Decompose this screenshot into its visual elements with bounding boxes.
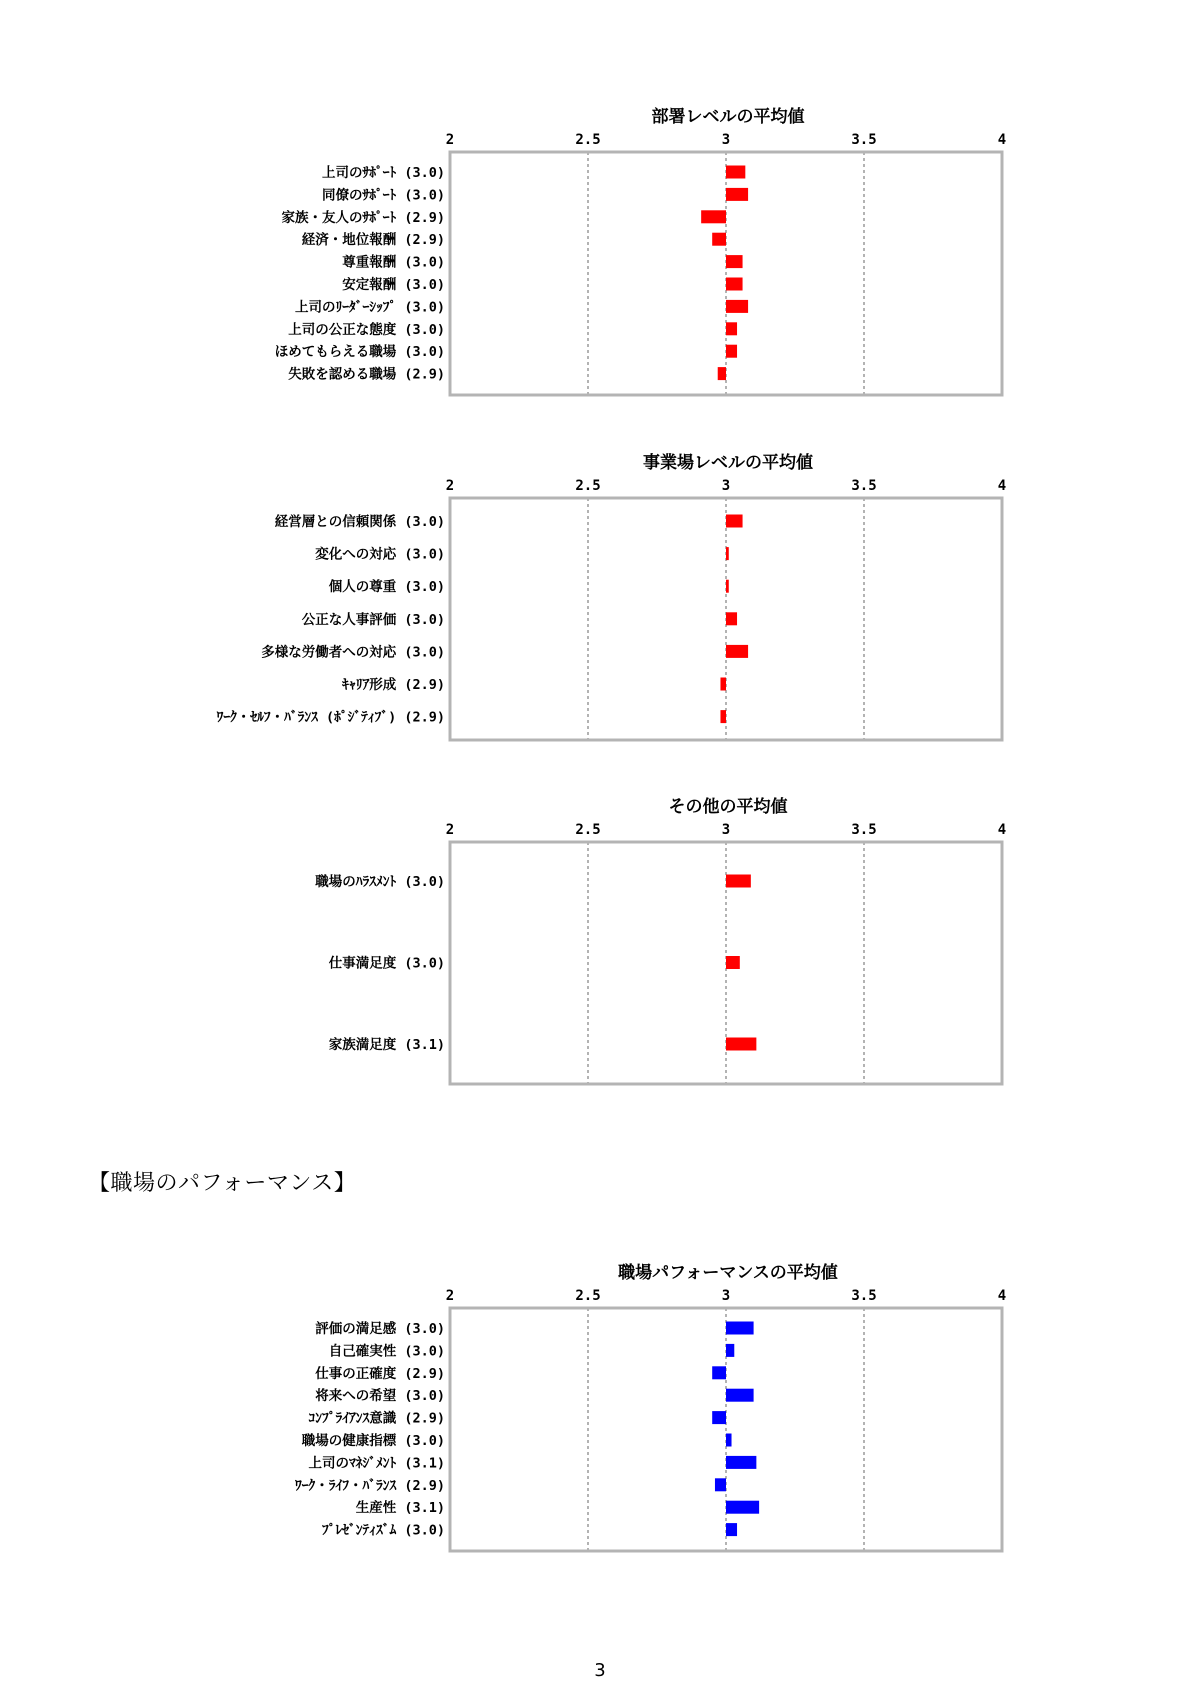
category-label: 将来への希望 (3.0) bbox=[315, 1388, 445, 1405]
bar bbox=[720, 710, 726, 723]
bar bbox=[701, 210, 726, 223]
bar bbox=[726, 1523, 737, 1536]
bar bbox=[726, 875, 751, 888]
page-number: 3 bbox=[594, 1660, 606, 1681]
category-label: 家族・友人のｻﾎﾟｰﾄ (2.9) bbox=[281, 209, 445, 226]
bar bbox=[712, 1411, 726, 1424]
category-label: ｷｬﾘｱ形成 (2.9) bbox=[342, 677, 445, 693]
category-label: 多様な労働者への対応 (3.0) bbox=[261, 644, 445, 661]
category-label: 個人の尊重 (3.0) bbox=[328, 579, 445, 596]
bar bbox=[726, 956, 740, 969]
bar bbox=[726, 188, 748, 201]
x-tick-label: 3 bbox=[721, 132, 731, 148]
category-label: 仕事の正確度 (2.9) bbox=[315, 1365, 445, 1382]
category-label: 失敗を認める職場 (2.9) bbox=[288, 366, 445, 383]
x-tick-label: 3 bbox=[721, 1288, 731, 1304]
x-tick-label: 4 bbox=[997, 1288, 1007, 1304]
x-tick-label: 3.5 bbox=[851, 1288, 877, 1304]
chart-title: その他の平均値 bbox=[668, 797, 788, 817]
category-label: 職場の健康指標 (3.0) bbox=[301, 1433, 445, 1449]
x-tick-label: 2.5 bbox=[575, 1288, 601, 1304]
bar bbox=[726, 547, 729, 560]
bar bbox=[726, 166, 745, 179]
x-tick-label: 3.5 bbox=[851, 478, 877, 494]
category-label: ﾌﾟﾚｾﾞﾝﾃｨｽﾞﾑ (3.0) bbox=[321, 1522, 445, 1539]
category-label: ﾜｰｸ・ﾗｲﾌ・ﾊﾞﾗﾝｽ (2.9) bbox=[294, 1477, 445, 1494]
chart-title: 職場パフォーマンスの平均値 bbox=[618, 1263, 838, 1283]
bar bbox=[726, 1038, 756, 1051]
x-tick-label: 3.5 bbox=[851, 822, 877, 838]
category-label: 上司のﾏﾈｼﾞﾒﾝﾄ (3.1) bbox=[308, 1455, 445, 1472]
x-tick-label: 3.5 bbox=[851, 132, 877, 148]
bar bbox=[726, 345, 737, 358]
category-label: 経営層との信頼関係 (3.0) bbox=[274, 514, 445, 530]
category-label: 公正な人事評価 (3.0) bbox=[301, 611, 445, 628]
bar bbox=[726, 1501, 759, 1514]
category-label: 家族満足度 (3.1) bbox=[328, 1037, 445, 1053]
category-label: 経済・地位報酬 (2.9) bbox=[301, 232, 445, 249]
category-label: 仕事満足度 (3.0) bbox=[328, 955, 445, 972]
bar bbox=[720, 678, 726, 691]
x-tick-label: 2 bbox=[445, 822, 455, 838]
bar bbox=[712, 1366, 726, 1379]
x-tick-label: 2.5 bbox=[575, 822, 601, 838]
category-label: ﾜｰｸ・ｾﾙﾌ・ﾊﾞﾗﾝｽ (ﾎﾟｼﾞﾃｨﾌﾞ) (2.9) bbox=[216, 709, 445, 726]
chart-title: 部署レベルの平均値 bbox=[651, 107, 805, 127]
bar bbox=[726, 1456, 756, 1469]
x-tick-label: 2.5 bbox=[575, 132, 601, 148]
bar bbox=[726, 322, 737, 335]
category-label: 安定報酬 (3.0) bbox=[342, 277, 445, 293]
bar bbox=[726, 1434, 732, 1447]
x-tick-label: 2.5 bbox=[575, 478, 601, 494]
category-label: 職場のﾊﾗｽﾒﾝﾄ (3.0) bbox=[315, 874, 445, 890]
x-tick-label: 4 bbox=[997, 132, 1007, 148]
bar bbox=[726, 300, 748, 313]
bar bbox=[726, 278, 743, 291]
category-label: ほめてもらえる職場 (3.0) bbox=[274, 344, 445, 361]
bar bbox=[712, 233, 726, 246]
category-label: ｺﾝﾌﾟﾗｲｱﾝｽ意識 (2.9) bbox=[308, 1410, 445, 1427]
category-label: 上司のｻﾎﾟｰﾄ (3.0) bbox=[321, 165, 445, 181]
x-tick-label: 4 bbox=[997, 478, 1007, 494]
category-label: 評価の満足感 (3.0) bbox=[315, 1321, 445, 1337]
bar bbox=[726, 515, 743, 528]
bar bbox=[726, 612, 737, 625]
section-heading: 【職場のパフォーマンス】 bbox=[88, 1171, 357, 1196]
category-label: 生産性 (3.1) bbox=[355, 1500, 445, 1517]
category-label: 尊重報酬 (3.0) bbox=[342, 254, 445, 271]
category-label: 自己確実性 (3.0) bbox=[328, 1343, 445, 1360]
category-label: 変化への対応 (3.0) bbox=[315, 546, 445, 563]
bar bbox=[726, 580, 729, 593]
chart-title: 事業場レベルの平均値 bbox=[643, 453, 813, 473]
bar bbox=[715, 1478, 726, 1491]
x-tick-label: 3 bbox=[721, 478, 731, 494]
bar bbox=[726, 255, 743, 268]
x-tick-label: 3 bbox=[721, 822, 731, 838]
bar bbox=[718, 367, 726, 380]
x-tick-label: 2 bbox=[445, 478, 455, 494]
bar bbox=[726, 1389, 754, 1402]
bar bbox=[726, 1322, 754, 1335]
category-label: 上司の公正な態度 (3.0) bbox=[288, 321, 445, 338]
bar bbox=[726, 1344, 734, 1357]
category-label: 上司のﾘｰﾀﾞｰｼｯﾌﾟ (3.0) bbox=[294, 299, 445, 316]
x-tick-label: 2 bbox=[445, 1288, 455, 1304]
bar bbox=[726, 645, 748, 658]
x-tick-label: 4 bbox=[997, 822, 1007, 838]
x-tick-label: 2 bbox=[445, 132, 455, 148]
category-label: 同僚のｻﾎﾟｰﾄ (3.0) bbox=[321, 187, 445, 204]
